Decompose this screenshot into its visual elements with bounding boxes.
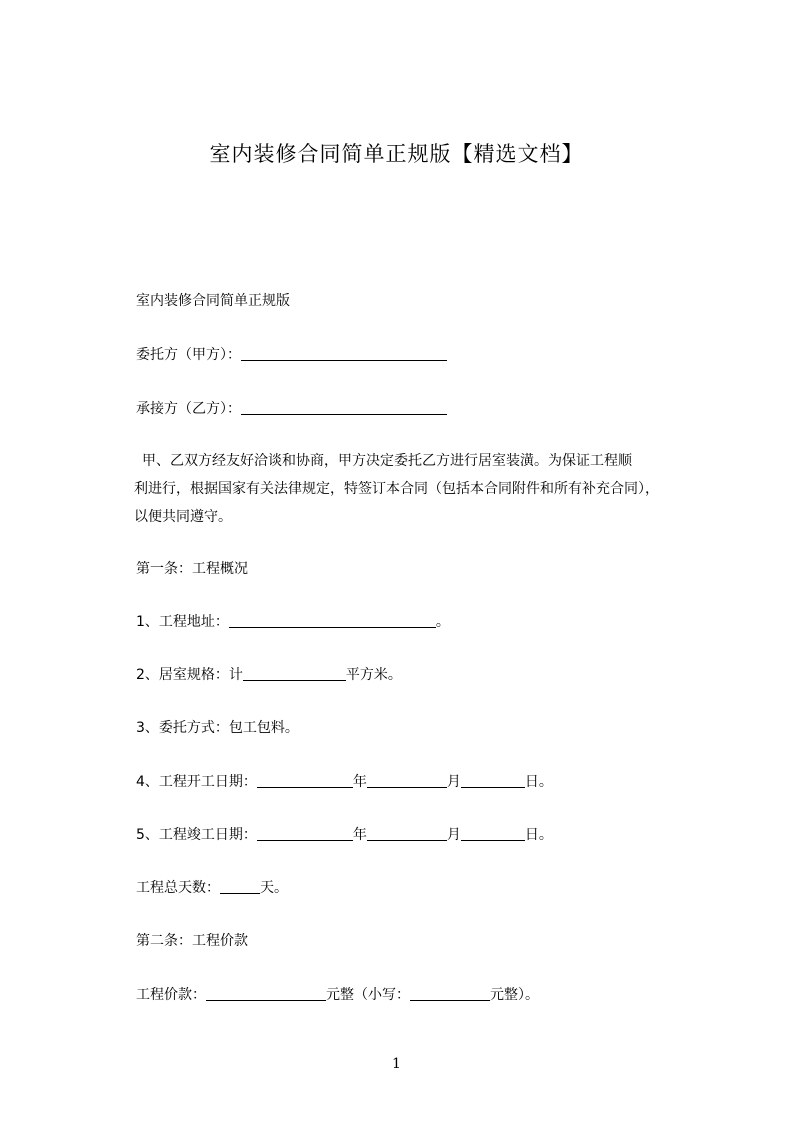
end-month-label: 月 <box>446 827 461 843</box>
address-blank <box>229 613 436 628</box>
end-month-blank <box>367 826 447 841</box>
size-blank <box>243 666 346 681</box>
intro-paragraph <box>134 447 724 531</box>
article-1-heading: 第一条：工程概况 <box>136 561 248 577</box>
price-label: 工程价款： <box>136 987 206 1003</box>
article-2-heading: 第二条：工程价款 <box>136 933 248 949</box>
start-day-label: 日。 <box>524 774 553 790</box>
party-b-line <box>136 399 447 419</box>
item-2-label: 2、居室规格：计 <box>136 667 243 683</box>
item-2-size <box>136 665 402 685</box>
page-number: 1 <box>392 1056 401 1072</box>
total-days-blank <box>220 879 260 894</box>
party-b-blank <box>241 400 447 415</box>
total-days-end: 天。 <box>260 880 288 896</box>
price-lowercase-blank <box>410 986 490 1001</box>
contract-subtitle: 室内装修合同简单正规版 <box>136 293 290 309</box>
intro-line-1: 甲、乙双方经友好洽谈和协商，甲方决定委托乙方进行居室装潢。为保证工程顺 <box>142 453 632 469</box>
intro-line-3: 以便共同遵守。 <box>134 509 232 525</box>
party-a-blank <box>241 346 447 361</box>
party-a-line <box>136 345 447 365</box>
document-title: 室内装修合同简单正规版【精选文档】 <box>209 142 584 166</box>
price-uppercase-blank <box>206 986 326 1001</box>
start-year-label: 年 <box>352 774 367 790</box>
price-end-text: 元整）。 <box>490 987 539 1003</box>
party-a-label: 委托方（甲方）： <box>136 347 241 363</box>
end-year-label: 年 <box>352 827 367 843</box>
start-month-label: 月 <box>446 774 461 790</box>
start-year-blank <box>257 773 353 788</box>
end-year-blank <box>257 826 353 841</box>
item-1-label: 1、工程地址： <box>136 614 229 630</box>
item-1-address <box>136 612 450 632</box>
item-5-label: 5、工程竣工日期： <box>136 827 257 843</box>
total-days-label: 工程总天数： <box>136 880 220 896</box>
party-b-label: 承接方（乙方）： <box>136 401 241 417</box>
end-day-blank <box>461 826 525 841</box>
price-line <box>136 985 539 1005</box>
item-5-end-date <box>136 825 553 845</box>
item-1-end: 。 <box>435 614 450 630</box>
end-day-label: 日。 <box>524 827 553 843</box>
item-4-start-date <box>136 772 553 792</box>
intro-line-2: 利进行，根据国家有关法律规定，特签订本合同（包括本合同附件和所有补充合同）， <box>134 481 659 497</box>
total-days-line <box>136 878 288 898</box>
price-mid-text: 元整（小写： <box>326 987 410 1003</box>
start-day-blank <box>461 773 525 788</box>
item-3-method: 3、委托方式：包工包料。 <box>136 720 299 736</box>
item-2-end: 平方米。 <box>345 667 402 683</box>
item-4-label: 4、工程开工日期： <box>136 774 257 790</box>
start-month-blank <box>367 773 447 788</box>
